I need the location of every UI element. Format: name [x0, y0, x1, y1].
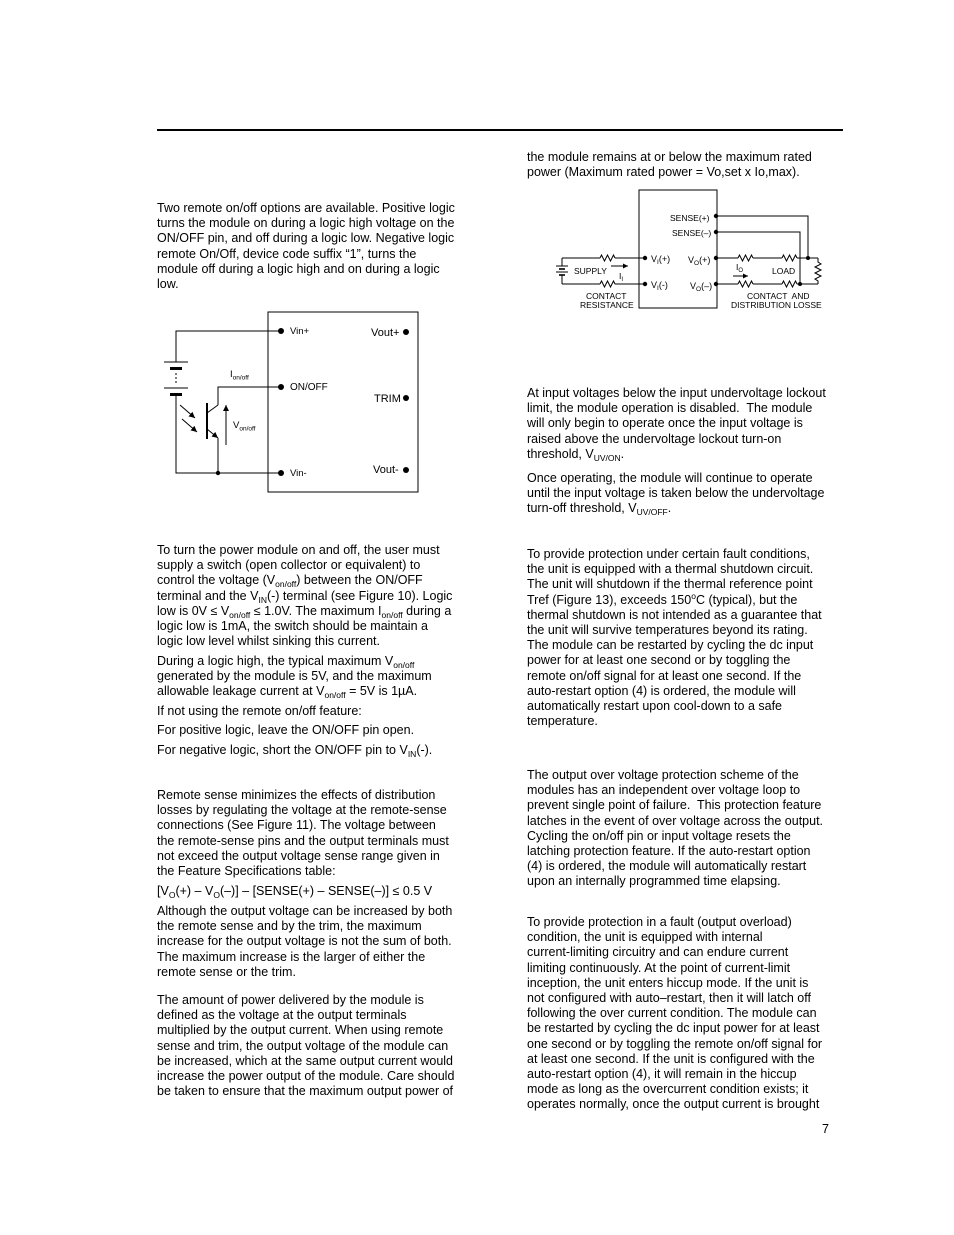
text-line: losses by regulating the voltage at the remote-sense	[157, 803, 447, 818]
text-line	[157, 604, 477, 619]
text-line: one second or by toggling the remote on/off signal for	[527, 1036, 823, 1051]
text-line: Cycling the on/off pin or input voltage resets the	[527, 828, 791, 843]
vout-minus-label: Vout-	[373, 464, 399, 476]
text-run: C (typical), but the	[695, 592, 798, 607]
text-line: inception, the unit enters hiccup mode. If the unit is	[527, 975, 809, 990]
text-line: (4) is ordered, the module will automatically restart	[527, 859, 807, 874]
text-line: prevent single point of failure. This protection feature	[527, 798, 822, 813]
text-line: the Feature Specifications table:	[157, 863, 336, 878]
superscript: o	[691, 590, 696, 601]
page-number: 7	[822, 1122, 829, 1136]
distribution-losses-label: DISTRIBUTION LOSSE	[731, 300, 822, 310]
junction-dot	[798, 282, 802, 286]
vi-plus-label: $V_I(+)$	[651, 254, 671, 266]
text-line: increase the power output of the module. Care should	[157, 1068, 455, 1083]
text-line	[157, 884, 477, 899]
subscript: IN	[407, 749, 417, 759]
logic-high-paragraph	[157, 654, 477, 700]
text-line: The unit will shutdown if the thermal reference point	[527, 577, 813, 592]
distribution-resistor	[782, 255, 797, 261]
subscript: on/off	[324, 690, 346, 701]
text-line: To provide protection under certain fault conditions,	[527, 547, 810, 561]
vo-minus-label: $V_O(-)$	[690, 281, 713, 293]
subscript: on/off	[381, 609, 403, 620]
text-line: limiting continuously. At the point of current-limit	[527, 960, 791, 975]
junction-dot	[806, 256, 810, 260]
text-run: allowable leakage current at V	[157, 684, 325, 699]
vo-plus-label: $V_O(+)$	[688, 255, 711, 267]
load-label: LOAD	[772, 266, 796, 276]
text-line: low.	[157, 276, 179, 291]
load-resistor	[815, 258, 821, 284]
text-line: at least one second. If the unit is configured with the	[527, 1051, 815, 1066]
text-line: raised above the undervoltage lockout turn-on	[527, 431, 782, 446]
resistance-label: RESISTANCE	[580, 300, 634, 310]
text-line	[157, 684, 477, 699]
subscript: O	[168, 890, 176, 900]
text-run: ≤ 1.0V. The maximum I	[250, 603, 382, 618]
text-line: mode as long as the overcurrent condition exists; it	[527, 1082, 809, 1097]
vout-plus-label: Vout+	[371, 327, 400, 339]
remote-on-off-intro-paragraph	[157, 201, 477, 292]
text-run: threshold, V	[527, 446, 594, 461]
text-run: .	[667, 501, 672, 516]
text-line: To turn the power module on and off, the user must	[157, 543, 440, 557]
contact-resistor	[738, 255, 753, 261]
on-off-switch-paragraph	[157, 543, 477, 649]
vi-minus-label: $V_I(-)$	[651, 280, 668, 292]
sense-plus-label: SENSE(+)	[670, 213, 710, 223]
sense-equation	[157, 884, 477, 899]
text-line: If not using the remote on/off feature:	[157, 704, 362, 718]
transistor-emitter	[207, 429, 218, 438]
text-line: logic low is 1mA, the switch should be maintain a	[157, 618, 428, 633]
thermal-shutdown-paragraph	[527, 547, 847, 729]
text-line: current-limiting circuitry and can endure current	[527, 945, 789, 960]
text-run: = 5V is 1µA.	[345, 684, 418, 699]
text-line: Once operating, the module will continue to operate	[527, 471, 813, 485]
on-off-label: ON/OFF	[290, 382, 328, 393]
remote-sense-paragraph	[157, 788, 477, 879]
text-line: ON/OFF pin, and off during a logic low. Negative logic	[157, 231, 455, 246]
output-current-label: $I_O$	[736, 262, 744, 274]
text-line: the module remains at or below the maximum rated	[527, 150, 812, 164]
text-line: power (Maximum rated power = Vo,set x Io,max).	[527, 165, 800, 180]
text-line: module off during a logic high and on during a logic	[157, 261, 440, 276]
text-line: connections (See Figure 11). The voltage between	[157, 818, 436, 833]
battery-plate	[170, 393, 182, 396]
text-run: terminal and the V	[157, 588, 259, 603]
i-on-off-label: $I_{on/off}$	[230, 369, 249, 382]
text-run: (+) – V	[175, 884, 214, 898]
text-line: To provide protection in a fault (output overload)	[527, 915, 792, 929]
text-run: For negative logic, short the ON/OFF pin to V	[157, 743, 408, 757]
negative-logic-paragraph	[157, 743, 477, 758]
text-line: power for at least one second or by toggling the	[527, 653, 791, 668]
sense-plus-wire	[716, 216, 808, 258]
subscript: IN	[258, 594, 267, 605]
text-line: until the input voltage is taken below the undervoltage	[527, 486, 825, 501]
text-run: ) between the ON/OFF	[296, 573, 423, 588]
not-using-paragraph	[157, 704, 477, 719]
text-line: defined as the voltage at the output terminals	[157, 1008, 407, 1023]
text-line	[527, 590, 847, 608]
vin-minus-wire	[176, 396, 281, 473]
subscript: UV/ON	[593, 452, 621, 463]
remote-on-off-circuit-diagram	[150, 305, 430, 500]
undervoltage-paragraph	[527, 386, 847, 462]
sense-trim-paragraph	[157, 904, 477, 980]
text-line: operates normally, once the output current is brought	[527, 1097, 820, 1112]
text-line: The maximum increase is the larger of either the	[157, 949, 426, 964]
subscript: on/off	[393, 660, 415, 670]
remote-sense-circuit-diagram	[550, 185, 840, 315]
text-line: latches in the event of over voltage across the output.	[527, 813, 824, 828]
text-line: upon an internally programmed time elapsing.	[527, 874, 781, 889]
text-line: generated by the module is 5V, and the maximum	[157, 669, 432, 684]
transistor-collector	[207, 405, 218, 413]
text-run: (–)] – [SENSE(+) – SENSE(–)] ≤ 0.5 V	[219, 884, 433, 898]
header-rule	[157, 129, 843, 131]
text-run: turn-off threshold, V	[527, 501, 637, 516]
text-line	[157, 654, 477, 669]
text-line: following the over current condition. The module can	[527, 1006, 817, 1021]
text-run: During a logic high, the typical maximum V	[157, 654, 394, 668]
subscript: on/off	[275, 579, 297, 590]
contact-label: CONTACT	[586, 291, 627, 301]
text-line: logic low level whilst sinking this current.	[157, 634, 381, 649]
vin-plus-label: Vin+	[290, 326, 310, 337]
text-run: low is 0V ≤ V	[157, 603, 230, 618]
positive-logic-paragraph	[157, 723, 477, 738]
text-line: multiplied by the output current. When using remote	[157, 1023, 444, 1038]
text-line: condition, the unit is equipped with internal	[527, 930, 763, 945]
subscript: UV/OFF	[636, 507, 668, 518]
text-line: not exceed the output voltage sense range given in	[157, 848, 440, 863]
distribution-resistor	[782, 281, 797, 287]
contact-resistor	[600, 281, 615, 287]
text-line: supply a switch (open collector or equivalent) to	[157, 558, 421, 573]
vin-plus-wire	[176, 331, 281, 362]
text-line: sense and trim, the output voltage of the module can	[157, 1038, 449, 1053]
light-arrow	[182, 419, 197, 432]
text-line: the unit will survive temperatures beyond its rating.	[527, 622, 808, 637]
text-line: Remote sense minimizes the effects of distribution	[157, 788, 436, 802]
text-line: auto-restart option (4), it will remain in the hiccup	[527, 1066, 797, 1081]
text-line: the unit is equipped with a thermal shutdown circuit.	[527, 562, 814, 577]
contact-resistor	[600, 255, 615, 261]
vout-minus-pin	[403, 467, 409, 473]
text-run: [V	[157, 884, 169, 898]
text-line: remote On/Off, device code suffix “1”, turns the	[157, 246, 417, 261]
text-line: the remote-sense pins and the output terminals must	[157, 833, 449, 848]
text-line: latching protection feature. If the auto-restart option	[527, 843, 811, 858]
text-run: .	[620, 446, 625, 461]
light-arrow	[180, 405, 195, 418]
contact-and-label: CONTACT AND	[747, 291, 810, 301]
text-line: automatically restart upon cool-down to a safe	[527, 698, 782, 713]
undervoltage-off-paragraph	[527, 471, 847, 517]
sense-minus-label: SENSE(–)	[672, 228, 712, 238]
output-power-continued-paragraph	[527, 150, 847, 180]
text-run: (-).	[416, 743, 433, 757]
text-line: At input voltages below the input undervoltage lockout	[527, 386, 826, 400]
text-line: be increased, which at the same output current would	[157, 1053, 454, 1068]
vin-minus-label: Vin-	[290, 468, 307, 479]
text-line: remote on/off signal for at least one second. If the	[527, 668, 802, 683]
output-power-paragraph	[157, 993, 477, 1099]
text-run: during a	[402, 603, 452, 618]
subscript: on/off	[229, 609, 251, 620]
supply-label: SUPPLY	[574, 266, 607, 276]
text-line: turns the module on during a logic high voltage on the	[157, 216, 455, 231]
battery-plate	[170, 367, 182, 370]
text-run: control the voltage (V	[157, 573, 276, 588]
input-current-label: $I_I$	[619, 271, 624, 283]
text-line: modules has an independent over voltage loop to	[527, 783, 801, 798]
text-line	[157, 743, 477, 758]
text-line: increase for the output voltage is not the sum of both.	[157, 934, 452, 949]
contact-resistor	[738, 281, 753, 287]
text-line	[527, 447, 847, 462]
on-off-wire	[218, 387, 281, 405]
text-line	[157, 589, 477, 604]
text-line	[157, 573, 477, 588]
overvoltage-paragraph	[527, 768, 847, 890]
trim-pin	[403, 395, 409, 401]
v-on-off-label: $V_{on/off}$	[233, 420, 256, 433]
text-line: be taken to ensure that the maximum output power of	[157, 1084, 454, 1099]
text-line: auto-restart option (4) is ordered, the module will	[527, 683, 796, 698]
subscript: O	[213, 890, 220, 900]
text-line: limit, the module operation is disabled. The module	[527, 401, 813, 416]
text-line: The output over voltage protection scheme of the	[527, 768, 799, 782]
text-line: temperature.	[527, 714, 598, 729]
text-line: The module can be restarted by cycling the dc input	[527, 638, 814, 653]
text-line: The amount of power delivered by the module is	[157, 993, 424, 1007]
overcurrent-paragraph	[527, 915, 847, 1112]
text-line: the remote sense and by the trim, the maximum	[157, 919, 422, 934]
text-line: thermal shutdown is not intended as a guarantee that	[527, 607, 822, 622]
text-run: (-) terminal (see Figure 10). Logic	[266, 588, 453, 603]
text-line: For positive logic, leave the ON/OFF pin open.	[157, 723, 415, 737]
text-line: Although the output voltage can be increased by both	[157, 904, 453, 918]
text-line	[527, 501, 847, 516]
trim-label: TRIM	[374, 393, 401, 405]
text-line: not configured with auto–restart, then it will latch off	[527, 990, 811, 1005]
text-line: remote sense or the trim.	[157, 964, 296, 979]
text-line: Two remote on/off options are available. Positive logic	[157, 201, 455, 215]
text-line: be restarted by cycling the dc input power for at least	[527, 1021, 820, 1036]
text-run: Tref (Figure 13), exceeds 150	[527, 592, 692, 607]
vout-plus-pin	[403, 329, 409, 335]
text-line: will only begin to operate once the input voltage is	[527, 416, 803, 431]
